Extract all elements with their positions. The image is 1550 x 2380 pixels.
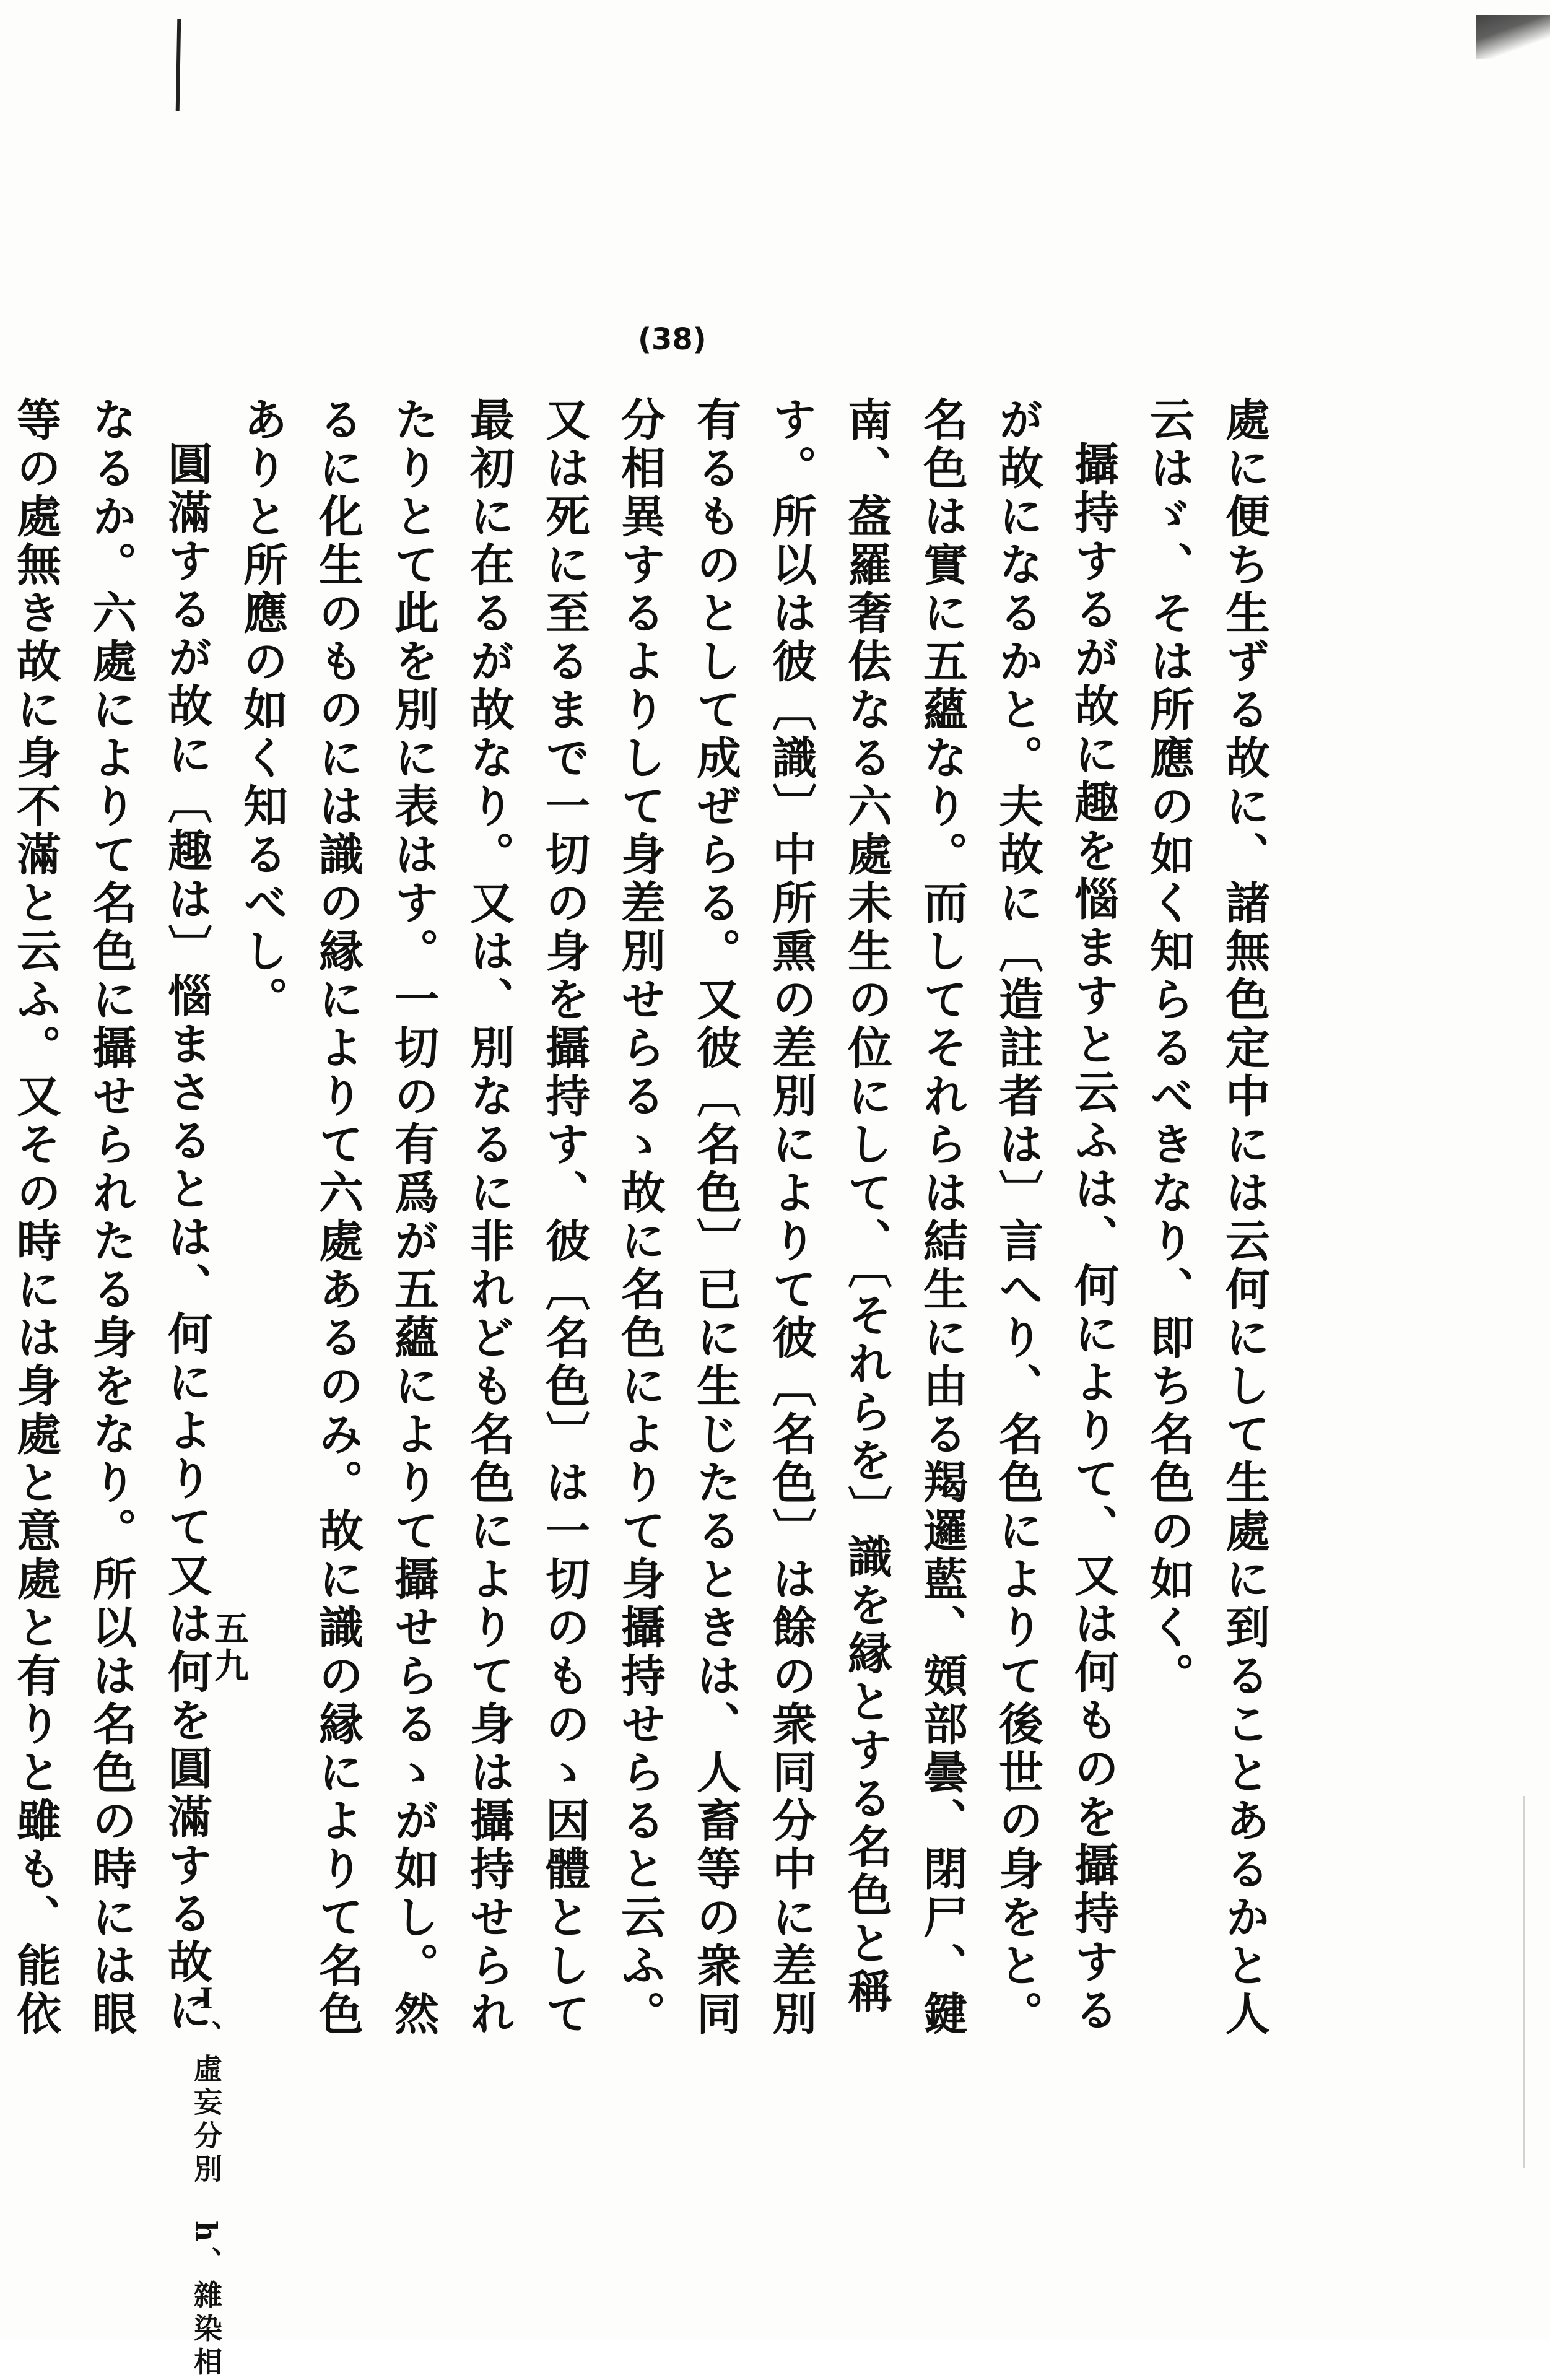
paragraph: 處に便ち生ずる故に、諸無色定中には云何にして生處に到ることあるかと人云はゞ、そは所應の如く知らるべきなり、即ち名色の如く。 [1143,396,1271,2039]
scan-artifact-corner [1476,15,1550,59]
paragraph: 攝持するが故に趣を惱ますと云ふは、何によりて、又は何ものを攝持するが故になるかと。夫故に〔造註者は〕言へり、名色によりて後世の身をと。名色は實に五蘊なり。而してそれらは結生に由る羯邏藍、頞部曇、閉尸、鍵南、盋羅奢佉なる六處未生の位にして、〔それらを〕識を縁とする名色と稱す。所以は彼〔識〕中所熏の差別によりて彼〔名色〕は餘の衆同分中に差別有るものとして成ぜらる。又彼〔名色〕已に生じたるときは、人畜等の衆同分相異するよりして身差別せらるゝ故に名色によりて身攝持せらると云ふ。又は死に至るまで一切の身を攝持す、彼〔名色〕は一切のものゝ因體として最初に在るが故なり。又は、別なるに非れども名色によりて身は攝持せられたりとて此を別に表はす。一切の有爲が五蘊によりて攝せらるゝが如し。然るに化生のものには識の縁によりて六處あるのみ。故に識の縁によりて名色ありと所應の如く知るべし。 [236,396,1120,2039]
page-tag: (38) [638,322,707,357]
paragraph: 圓滿するが故に〔趣は〕惱まさるとは、何によりて又は何を圓滿する故になるか。六處によりて名色に攝せられたる身をなり。所以は名色の時には眼等の處無き故に身不滿と云ふ。又その時には身處と意處と有りと雖も、能依 [9,396,213,2039]
scan-artifact-edge [1523,1796,1525,2168]
running-footer: Ⅰ、虛妄分別 h、雜染相 [189,1982,223,2380]
scan-artifact-line [176,19,181,111]
folio: 五九 [209,1610,250,1685]
